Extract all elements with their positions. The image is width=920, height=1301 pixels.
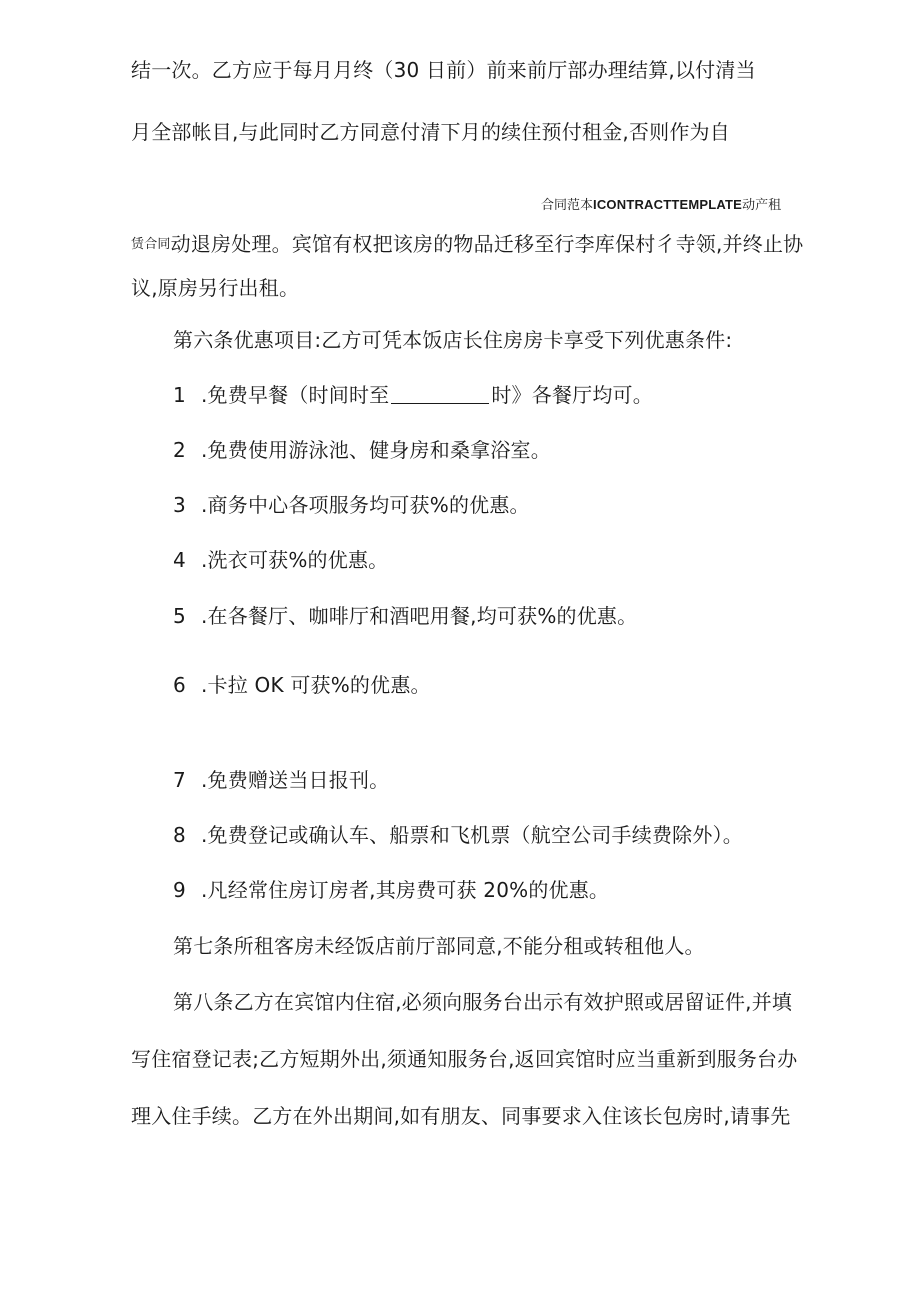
item-number: 4 bbox=[173, 548, 186, 572]
list-item bbox=[173, 381, 653, 409]
running-header bbox=[541, 196, 781, 215]
settlement-line-2: 月全部帐目,与此同时乙方同意付清下月的续住预付租金,否则作为自 bbox=[131, 120, 730, 144]
list-item bbox=[173, 491, 530, 519]
item-text: .免费登记或确认车、船票和飞机票（航空公司手续费除外）。 bbox=[201, 823, 743, 847]
article8-line-3: 理入住手续。乙方在外出期间,如有朋友、同事要求入住该长包房时,请事先 bbox=[131, 1104, 791, 1128]
item-text-before: .免费早餐（时间时至 bbox=[201, 383, 390, 407]
item-text: .免费赠送当日报刊。 bbox=[201, 768, 390, 792]
article7-text: 第七条所租客房未经饭店前厅部同意,不能分租或转租他人。 bbox=[173, 934, 705, 958]
item-number: 9 bbox=[173, 878, 186, 902]
running-header-prefix: 合同范本 bbox=[541, 198, 594, 213]
item-text: .在各餐厅、咖啡厅和酒吧用餐,均可获%的优惠。 bbox=[201, 604, 638, 628]
running-header-latin: ICONTRACTTEMPLATE bbox=[593, 197, 743, 212]
list-item bbox=[173, 671, 431, 699]
list-item bbox=[173, 602, 637, 630]
list-item bbox=[173, 876, 609, 904]
item-number: 7 bbox=[173, 768, 186, 792]
item-number: 8 bbox=[173, 823, 186, 847]
list-item bbox=[173, 436, 551, 464]
item-number: 2 bbox=[173, 438, 186, 462]
settlement-line-1: 结一次。乙方应于每月月终（30 日前）前来前厅部办理结算,以付清当 bbox=[131, 58, 756, 82]
item-number: 6 bbox=[173, 673, 186, 697]
continued-line-3-text: 动退房处理。宾馆有权把该房的物品迁移至行李库保村彳寺领,并终止协 bbox=[170, 232, 804, 256]
article6-heading: 第六条优惠项目:乙方可凭本饭店长住房房卡享受下列优惠条件: bbox=[173, 328, 733, 352]
item-text: .免费使用游泳池、健身房和桑拿浴室。 bbox=[201, 438, 551, 462]
item-text: .卡拉 OK 可获%的优惠。 bbox=[201, 673, 431, 697]
item-text: .商务中心各项服务均可获%的优惠。 bbox=[201, 493, 530, 517]
continued-line-3 bbox=[131, 230, 803, 258]
continued-prefix: 赁合同 bbox=[131, 237, 171, 252]
item-number: 1 bbox=[173, 383, 186, 407]
fill-in-blank bbox=[391, 385, 489, 404]
running-header-suffix: 动产租 bbox=[742, 198, 782, 213]
item-text-after: 时》各餐厅均可。 bbox=[491, 383, 653, 407]
list-item bbox=[173, 546, 388, 574]
item-number: 5 bbox=[173, 604, 186, 628]
article8-line-1: 第八条乙方在宾馆内住宿,必须向服务台出示有效护照或居留证件,并填 bbox=[173, 990, 793, 1014]
list-item bbox=[173, 766, 389, 794]
item-text: .凡经常住房订房者,其房费可获 20%的优惠。 bbox=[201, 878, 610, 902]
list-item bbox=[173, 821, 743, 849]
item-text: .洗衣可获%的优惠。 bbox=[201, 548, 389, 572]
continued-line-4: 议,原房另行出租。 bbox=[131, 276, 300, 300]
item-number: 3 bbox=[173, 493, 186, 517]
article8-line-2: 写住宿登记表;乙方短期外出,须通知服务台,返回宾馆时应当重新到服务台办 bbox=[131, 1047, 798, 1071]
